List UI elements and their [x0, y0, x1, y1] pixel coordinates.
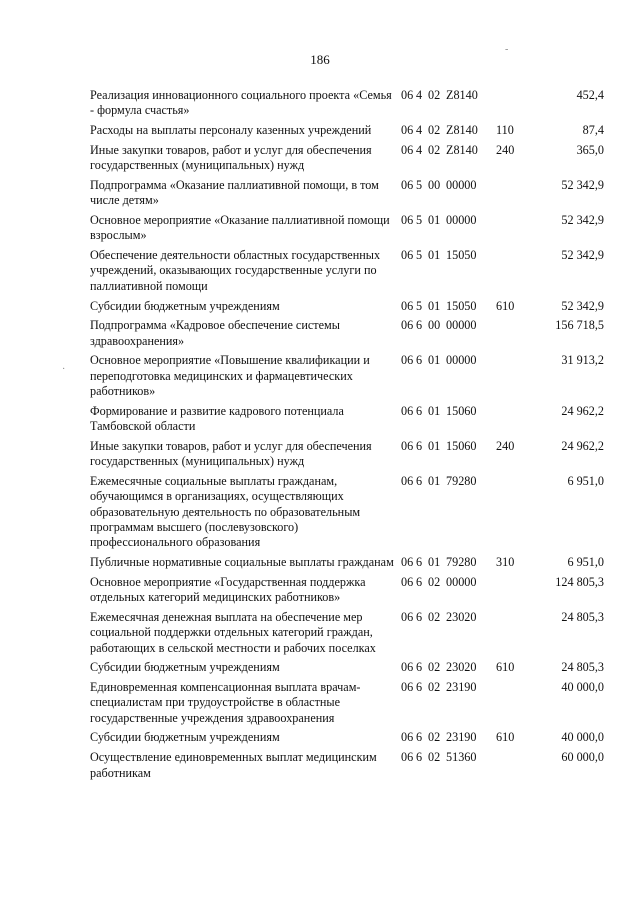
row-description: Осуществление единовременных выплат медицинским работникам: [90, 750, 377, 780]
table-row: [90, 474, 604, 550]
row-podrazdel-code: 6: [416, 660, 423, 675]
table-row: [90, 248, 604, 294]
row-razdel-code: 06: [401, 609, 414, 624]
row-direction-code: 00000: [446, 318, 477, 333]
row-program-code: 02: [428, 88, 441, 102]
row-razdel-code: 06: [401, 574, 414, 589]
table-row: [90, 143, 604, 174]
row-description: Основное мероприятие «Оказание паллиативной помощи взрослым»: [90, 213, 390, 243]
row-expense-type-code: 610: [496, 730, 515, 745]
row-description: Подпрограмма «Оказание паллиативной помощи, в том числе детям»: [90, 177, 379, 208]
table-row: [90, 730, 604, 745]
row-razdel-code: 06: [401, 403, 414, 418]
row-podrazdel-code: 4: [416, 142, 423, 157]
row-amount: 24 962,2: [561, 438, 604, 453]
row-amount: 52 342,9: [561, 213, 604, 228]
row-description: Иные закупки товаров, работ и услуг для обеспечения государственных (муниципальных) нужд: [90, 142, 372, 173]
row-razdel-code: 06: [401, 353, 414, 368]
row-description: Подпрограмма «Кадровое обеспечение системы здравоохранения»: [90, 318, 340, 348]
row-amount: 124 805,3: [555, 574, 604, 589]
row-direction-code: 15060: [446, 438, 477, 453]
row-podrazdel-code: 4: [416, 123, 423, 138]
row-program-code: 02: [428, 730, 441, 745]
row-direction-code: 15050: [446, 298, 477, 313]
row-amount: 156 718,5: [555, 318, 604, 333]
row-podrazdel-code: 6: [416, 353, 423, 368]
table-row: [90, 123, 604, 138]
row-amount: 24 805,3: [561, 660, 604, 675]
row-podrazdel-code: 6: [416, 750, 423, 765]
row-direction-code: Z8140: [446, 88, 478, 102]
row-direction-code: 00000: [446, 213, 477, 228]
table-row: [90, 660, 604, 675]
row-program-code: 00: [428, 318, 441, 333]
row-razdel-code: 06: [401, 750, 414, 765]
row-program-code: 01: [428, 438, 441, 453]
row-podrazdel-code: 6: [416, 438, 423, 453]
row-direction-code: 23020: [446, 660, 477, 675]
row-direction-code: 23190: [446, 680, 477, 695]
row-podrazdel-code: 4: [416, 88, 423, 102]
row-razdel-code: 06: [401, 730, 414, 745]
row-description: Субсидии бюджетным учреждениям: [90, 298, 280, 313]
row-program-code: 01: [428, 248, 441, 263]
scan-mark: -: [505, 44, 509, 55]
row-expense-type-code: 610: [496, 298, 515, 313]
table-row: [90, 178, 604, 209]
row-direction-code: Z8140: [446, 142, 478, 157]
row-description: Обеспечение деятельности областных государственных учреждений, оказывающих государственные услуги по паллиативной помощи: [90, 248, 381, 293]
row-podrazdel-code: 5: [416, 177, 423, 192]
row-description: Публичные нормативные социальные выплаты гражданам: [90, 555, 394, 570]
row-direction-code: 79280: [446, 555, 477, 570]
row-amount: 40 000,0: [561, 730, 604, 745]
row-podrazdel-code: 5: [416, 213, 423, 228]
row-razdel-code: 06: [401, 318, 414, 333]
row-expense-type-code: 610: [496, 660, 515, 675]
table-row: [90, 299, 604, 314]
row-direction-code: 15060: [446, 403, 477, 418]
table-row: [90, 318, 604, 349]
row-amount: 452,4: [576, 88, 604, 102]
row-program-code: 02: [428, 660, 441, 675]
row-podrazdel-code: 6: [416, 609, 423, 624]
row-description: Ежемесячная денежная выплата на обеспечение мер социальной поддержки отдельных категорий граждан, работающих в сельской местности и рабочих поселках: [90, 609, 376, 655]
row-program-code: 02: [428, 750, 441, 765]
row-podrazdel-code: 6: [416, 318, 423, 333]
row-description: Реализация инновационного социального проекта «Семья - формула счастья»: [90, 88, 392, 118]
row-program-code: 01: [428, 298, 441, 313]
row-amount: 87,4: [582, 123, 604, 138]
row-razdel-code: 06: [401, 248, 414, 263]
row-program-code: 02: [428, 142, 441, 157]
row-amount: 31 913,2: [561, 353, 604, 368]
row-program-code: 02: [428, 574, 441, 589]
row-amount: 52 342,9: [561, 298, 604, 313]
row-description: Ежемесячные социальные выплаты гражданам, обучающимся в организациях, осуществляющих образовательную деятельность по образовательным программам высшего (послевузовского) профессионального образования: [90, 474, 361, 550]
table-row: [90, 404, 604, 435]
row-program-code: 01: [428, 474, 441, 489]
row-description: Единовременная компенсационная выплата врачам-специалистам при трудоустройстве в областные государственные учреждения здравоохранения: [90, 680, 361, 725]
row-description: Основное мероприятие «Государственная поддержка отдельных категорий медицинских работников»: [90, 574, 366, 605]
row-program-code: 01: [428, 213, 441, 228]
row-razdel-code: 06: [401, 123, 414, 138]
row-podrazdel-code: 6: [416, 574, 423, 589]
budget-table: [90, 88, 604, 785]
row-expense-type-code: 240: [496, 438, 515, 453]
row-amount: 60 000,0: [561, 750, 604, 765]
row-direction-code: 00000: [446, 353, 477, 368]
row-podrazdel-code: 6: [416, 555, 423, 570]
row-podrazdel-code: 6: [416, 403, 423, 418]
row-amount: 52 342,9: [561, 177, 604, 192]
row-amount: 24 805,3: [561, 609, 604, 624]
row-program-code: 02: [428, 609, 441, 624]
scan-mark: ·: [62, 364, 66, 375]
row-program-code: 01: [428, 403, 441, 418]
row-podrazdel-code: 6: [416, 680, 423, 695]
row-razdel-code: 06: [401, 660, 414, 675]
row-expense-type-code: 240: [496, 142, 515, 157]
row-description: Иные закупки товаров, работ и услуг для обеспечения государственных (муниципальных) нужд: [90, 438, 372, 469]
row-description: Субсидии бюджетным учреждениям: [90, 730, 280, 745]
row-amount: 24 962,2: [561, 403, 604, 418]
row-program-code: 01: [428, 353, 441, 368]
row-direction-code: 00000: [446, 574, 477, 589]
row-amount: 40 000,0: [561, 680, 604, 695]
table-row: [90, 213, 604, 244]
row-program-code: 01: [428, 555, 441, 570]
row-razdel-code: 06: [401, 438, 414, 453]
table-row: [90, 610, 604, 656]
row-razdel-code: 06: [401, 88, 414, 102]
table-row: [90, 555, 604, 570]
row-razdel-code: 06: [401, 177, 414, 192]
row-razdel-code: 06: [401, 680, 414, 695]
table-row: [90, 88, 604, 119]
row-expense-type-code: 110: [496, 123, 514, 138]
row-podrazdel-code: 6: [416, 474, 423, 489]
row-direction-code: 15050: [446, 248, 477, 263]
row-amount: 365,0: [576, 142, 604, 157]
row-direction-code: Z8140: [446, 123, 478, 138]
row-program-code: 02: [428, 123, 441, 138]
table-row: [90, 575, 604, 606]
row-amount: 52 342,9: [561, 248, 604, 263]
row-amount: 6 951,0: [567, 474, 604, 489]
row-program-code: 02: [428, 680, 441, 695]
row-direction-code: 23190: [446, 730, 477, 745]
row-direction-code: 79280: [446, 474, 477, 489]
table-row: [90, 353, 604, 399]
page-number: 186: [310, 52, 330, 67]
row-razdel-code: 06: [401, 555, 414, 570]
row-direction-code: 00000: [446, 177, 477, 192]
row-description: Основное мероприятие «Повышение квалификации и переподготовка медицинских и фармацевтических работников»: [90, 353, 370, 399]
row-direction-code: 51360: [446, 750, 477, 765]
row-program-code: 00: [428, 177, 441, 192]
row-direction-code: 23020: [446, 609, 477, 624]
row-expense-type-code: 310: [496, 555, 515, 570]
row-podrazdel-code: 5: [416, 248, 423, 263]
row-description: Формирование и развитие кадрового потенциала Тамбовской области: [90, 403, 344, 434]
table-row: [90, 439, 604, 470]
row-description: Расходы на выплаты персоналу казенных учреждений: [90, 123, 372, 138]
table-row: [90, 750, 604, 781]
row-amount: 6 951,0: [567, 555, 604, 570]
row-podrazdel-code: 5: [416, 298, 423, 313]
row-description: Субсидии бюджетным учреждениям: [90, 660, 280, 675]
row-podrazdel-code: 6: [416, 730, 423, 745]
row-razdel-code: 06: [401, 298, 414, 313]
row-razdel-code: 06: [401, 213, 414, 228]
table-row: [90, 680, 604, 726]
row-razdel-code: 06: [401, 474, 414, 489]
row-razdel-code: 06: [401, 142, 414, 157]
